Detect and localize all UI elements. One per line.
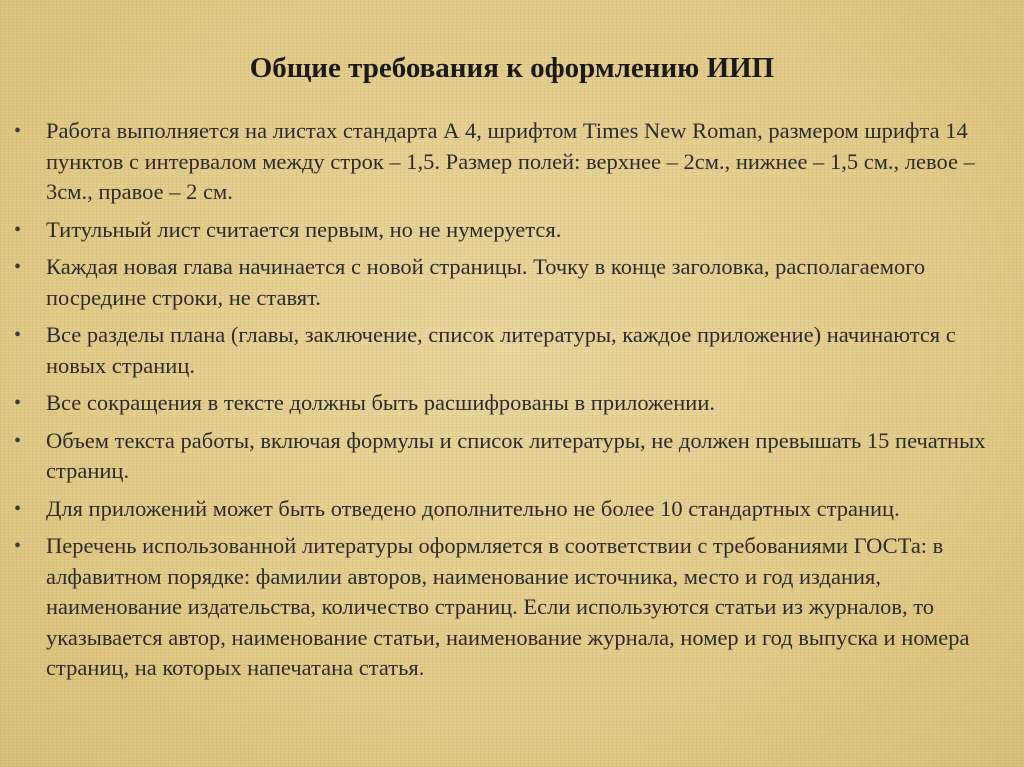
bullet-item <box>14 252 1004 313</box>
bullet-icon: • <box>14 392 22 414</box>
bullet-icon: • <box>14 256 22 278</box>
bullet-item <box>14 494 1004 525</box>
bullet-icon: • <box>14 218 22 241</box>
bullet-icon: • <box>14 120 22 142</box>
bullet-text: Для приложений может быть отведено дополнительно не более 10 стандартных страниц. <box>46 495 900 521</box>
bullet-icon: • <box>14 497 22 520</box>
bullet-item <box>14 531 1004 684</box>
bullet-item <box>14 320 1004 381</box>
bullet-text: Перечень использованной литературы оформляется в соответствии с требованиями ГОСТа: в алфавитном порядке: фамилии авторов, наименование источника, место и год издания, наименование издательства, количество страниц. Если используются статьи из журналов, то указывается автор, наименование статьи, наименование журнала, номер и год выпуска и номера страниц, на которых напечатана статья. <box>46 533 970 680</box>
bullet-text: Все разделы плана (главы, заключение, список литературы, каждое приложение) начинаются с новых страниц. <box>46 322 956 378</box>
slide-title: Общие требования к оформлению ИИП <box>249 52 775 84</box>
bullet-icon: • <box>14 324 22 346</box>
bullet-text: Все сокращения в тексте должны быть расшифрованы в приложении. <box>46 390 716 415</box>
bullet-item <box>14 388 1004 419</box>
bullet-icon: • <box>14 429 22 452</box>
bullet-text: Работа выполняется на листах стандарта А 4, шрифтом Times New Roman, размером шрифта 14 пунктов с интервалом между строк – 1,5. Размер полей: верхнее – 2см., нижнее – 1,5 см., левое – 3см., правое – 2 см. <box>46 118 975 204</box>
bullet-item <box>14 116 1004 208</box>
bullet-text: Каждая новая глава начинается с новой страницы. Точку в конце заголовка, располагаемого посредине строки, не ставят. <box>46 254 926 310</box>
bullet-item <box>14 215 1004 246</box>
bullet-text: Титульный лист считается первым, но не нумеруется. <box>46 216 562 242</box>
bullet-text: Объем текста работы, включая формулы и список литературы, не должен превышать 15 печатных страниц. <box>46 427 986 483</box>
bullet-item <box>14 426 1004 487</box>
bullet-icon: • <box>14 535 22 557</box>
bullet-list <box>14 116 1004 691</box>
